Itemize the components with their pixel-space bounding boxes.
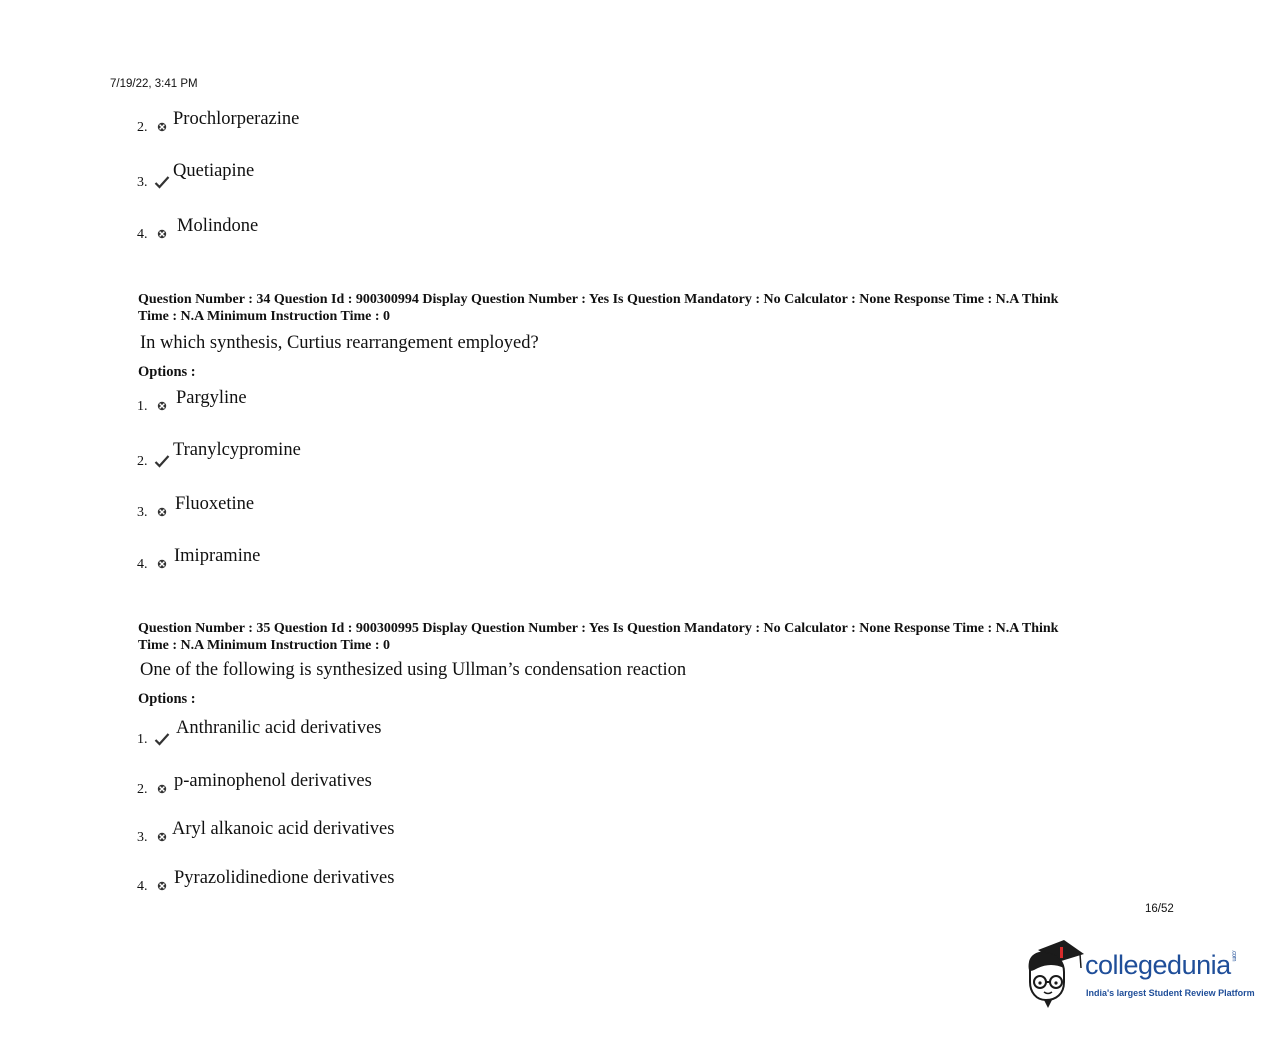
- option-number: 4.: [137, 227, 148, 242]
- option-number: 2.: [137, 782, 148, 797]
- option-number: 4.: [137, 557, 148, 572]
- options-label: Options :: [138, 691, 196, 707]
- check-icon: [154, 732, 170, 746]
- question-meta: [138, 291, 1148, 325]
- logo-tagline: India's largest Student Review Platform: [1086, 988, 1255, 998]
- option-text: Pargyline: [176, 388, 247, 408]
- option-number: 1.: [137, 399, 148, 414]
- option-text: Pyrazolidinedione derivatives: [174, 868, 395, 888]
- check-icon: [154, 175, 170, 189]
- question-meta-line: Question Number : 35 Question Id : 900300995 Display Question Number : Yes Is Question Mandatory : No Calculator : None Response Time : N.A Think: [138, 621, 1059, 636]
- option-text: Fluoxetine: [175, 494, 255, 514]
- cross-icon: [154, 505, 170, 519]
- option-number: 3.: [137, 175, 148, 190]
- question-text: One of the following is synthesized using Ullman’s condensation reaction: [140, 660, 687, 680]
- logo-brand-text: collegedunia: [1085, 950, 1231, 980]
- option-number: 2.: [137, 120, 148, 135]
- option-text: Imipramine: [174, 546, 261, 566]
- cross-icon: [154, 830, 170, 844]
- question-meta-line: Time : N.A Minimum Instruction Time : 0: [138, 638, 391, 653]
- option-text: Molindone: [177, 216, 259, 236]
- logo-brand: [1085, 950, 1237, 981]
- cross-icon: [154, 557, 170, 571]
- option-number: 3.: [137, 505, 148, 520]
- option-text: Quetiapine: [173, 161, 255, 181]
- option-text: Tranylcypromine: [173, 440, 301, 460]
- question-meta-line: Question Number : 34 Question Id : 900300994 Display Question Number : Yes Is Question Mandatory : No Calculator : None Response Time : N.A Think: [138, 292, 1059, 307]
- cross-icon: [154, 399, 170, 413]
- mascot-icon: [1024, 938, 1086, 1008]
- cross-icon: [154, 782, 170, 796]
- page-number: 16/52: [1145, 903, 1174, 915]
- question-meta: [138, 620, 1148, 654]
- option-number: 4.: [137, 879, 148, 894]
- option-text: Anthranilic acid derivatives: [176, 718, 382, 738]
- option-text: Prochlorperazine: [173, 109, 300, 129]
- option-number: 3.: [137, 830, 148, 845]
- option-number: 2.: [137, 454, 148, 469]
- logo-dotcom: .com: [1230, 950, 1237, 962]
- question-meta-line: Time : N.A Minimum Instruction Time : 0: [138, 309, 391, 324]
- check-icon: [154, 454, 170, 468]
- cross-icon: [154, 227, 170, 241]
- option-number: 1.: [137, 732, 148, 747]
- question-text: In which synthesis, Curtius rearrangement employed?: [140, 333, 539, 353]
- timestamp: 7/19/22, 3:41 PM: [110, 78, 198, 90]
- cross-icon: [154, 120, 170, 134]
- option-text: Aryl alkanoic acid derivatives: [172, 819, 395, 839]
- collegedunia-logo: [1024, 938, 1254, 1010]
- option-text: p-aminophenol derivatives: [174, 771, 372, 791]
- cross-icon: [154, 879, 170, 893]
- options-label: Options :: [138, 364, 196, 380]
